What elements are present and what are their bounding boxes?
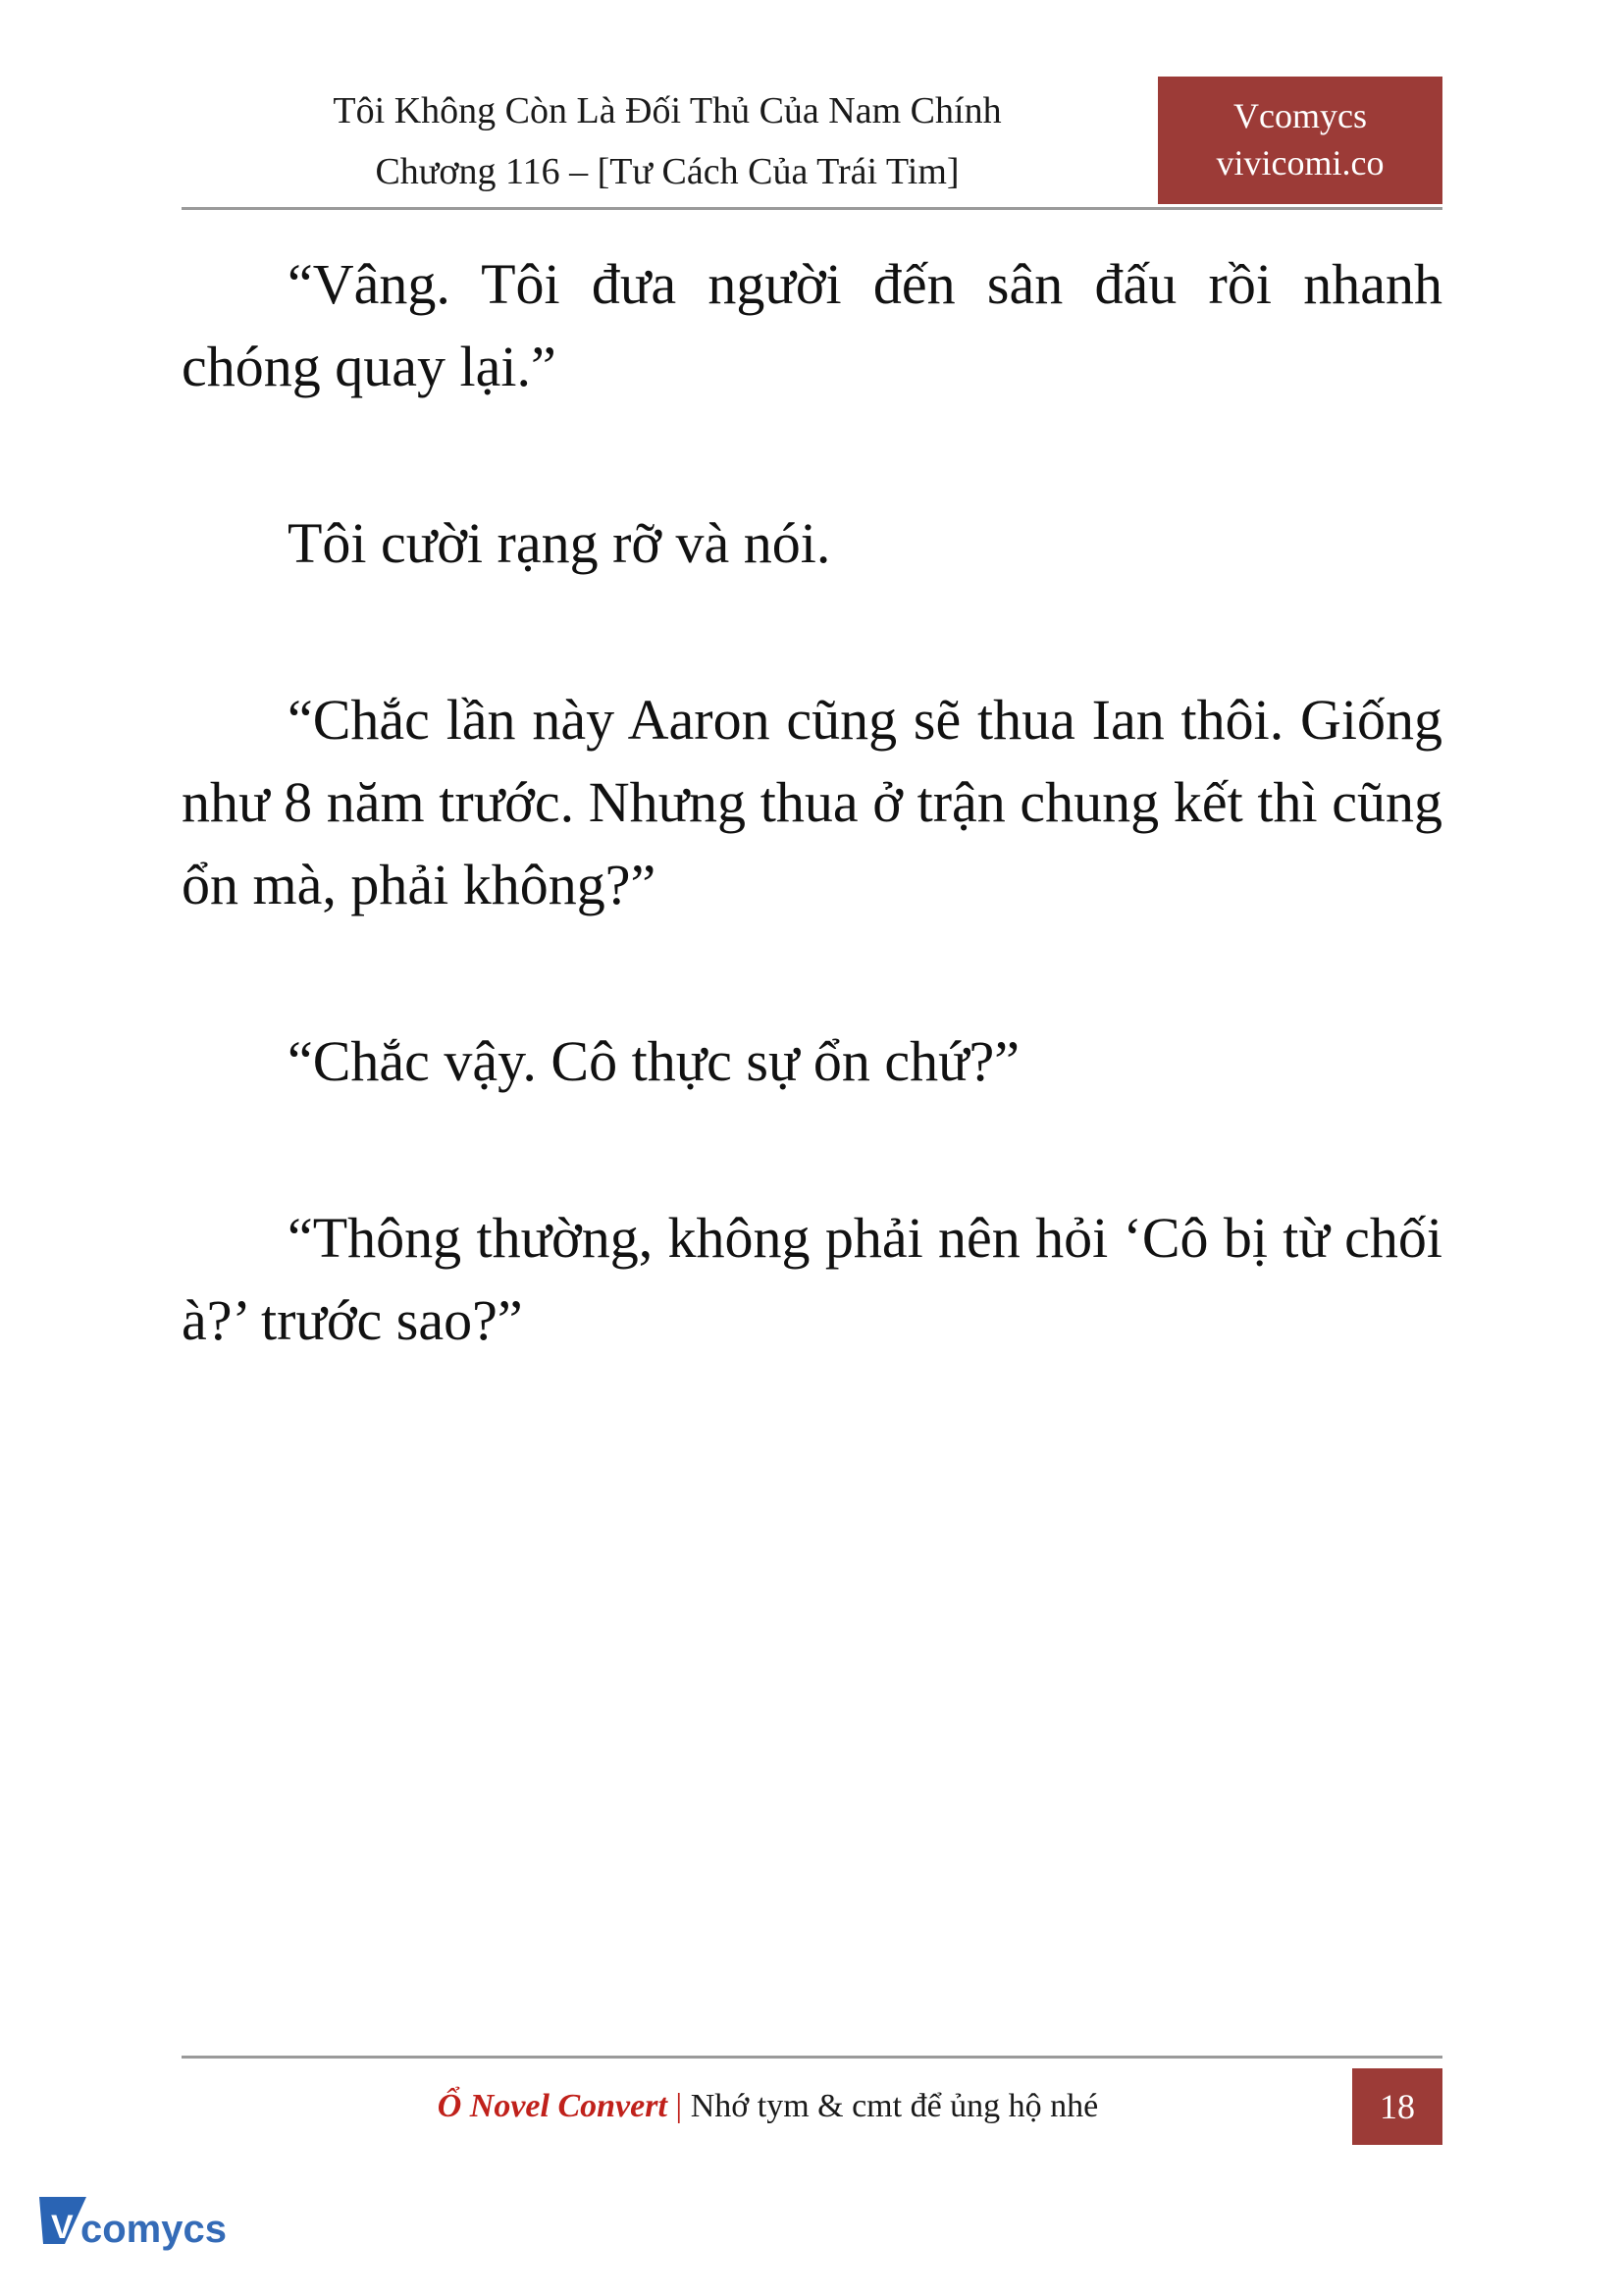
paragraph: “Chắc vậy. Cô thực sự ổn chứ?” bbox=[288, 1029, 1021, 1093]
paragraph: Tôi cười rạng rỡ và nói. bbox=[288, 511, 831, 575]
brand-badge bbox=[1158, 77, 1442, 204]
page-footer bbox=[182, 2056, 1442, 2146]
watermark-icon bbox=[35, 2183, 261, 2271]
brand-url: vivicomi.co bbox=[1216, 143, 1385, 183]
paragraph: “Vâng. Tôi đưa người đến sân đấu rồi nhanh chóng quay lại.” bbox=[182, 252, 1442, 398]
page-header bbox=[182, 77, 1442, 210]
footer-brand: Ổ Novel Convert bbox=[437, 2088, 667, 2124]
header-title bbox=[182, 80, 1153, 202]
footer-inner bbox=[182, 2068, 1442, 2145]
footer-text bbox=[182, 2078, 1354, 2135]
svg-text:V: V bbox=[51, 2209, 74, 2246]
vcomycs-watermark-logo bbox=[35, 2183, 261, 2271]
svg-text:comycs: comycs bbox=[80, 2208, 227, 2251]
paragraph: “Chắc lần này Aaron cũng sẽ thua Ian thôi. Giống như 8 năm trước. Nhưng thua ở trận chung kết thì cũng ổn mà, phải không?” bbox=[182, 688, 1442, 916]
footer-note: Nhớ tym & cmt để ủng hộ nhé bbox=[690, 2088, 1099, 2124]
header-title-line1: Tôi Không Còn Là Đối Thủ Của Nam Chính bbox=[333, 90, 1002, 131]
page-content bbox=[182, 243, 1442, 1362]
page-number: 18 bbox=[1352, 2068, 1442, 2145]
brand-name: Vcomycs bbox=[1233, 96, 1367, 135]
header-title-line2: Chương 116 – [Tư Cách Của Trái Tim] bbox=[375, 151, 960, 192]
paragraph: “Thông thường, không phải nên hỏi ‘Cô bị từ chối à?’ trước sao?” bbox=[182, 1206, 1442, 1352]
footer-separator: | bbox=[666, 2088, 691, 2124]
